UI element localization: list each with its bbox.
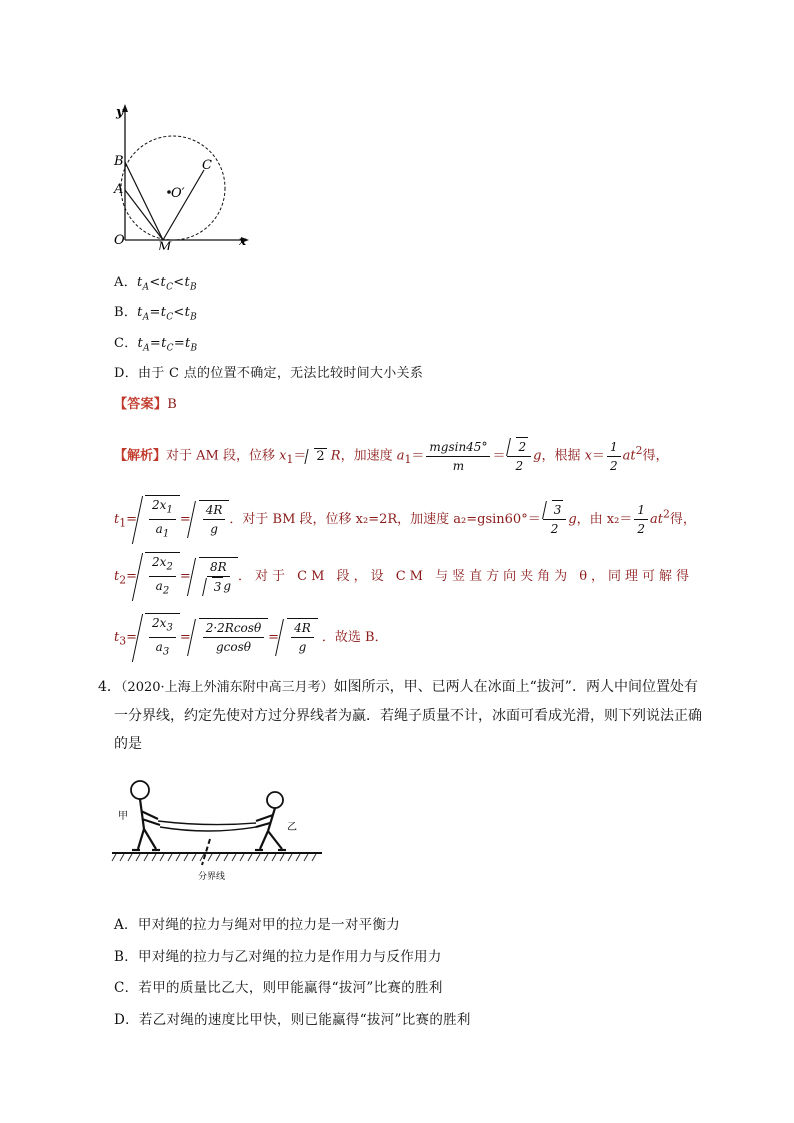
label-yi: 乙 bbox=[287, 822, 297, 833]
label-y: y bbox=[116, 105, 124, 120]
explanation-line-3: $t_2=$ $\frac{2x_2}{a_2}$ = $\frac{8R}{3 g}$ ．对于 CM 段，设 CM 与竖直方向夹角为 θ，同理可解得 bbox=[114, 552, 693, 601]
question-4: 4．（2020·上海上外浦东附中高三月考）如图所示，甲、已两人在冰面上“拔河”．两人中间位置处有 一分界线，约定先使对方过分界线者为赢．若绳子质量不计，冰面可看成光滑，则下列说法正确 的是 bbox=[98, 679, 702, 752]
ground-hatching bbox=[112, 854, 316, 861]
label-o-prime: O′ bbox=[171, 186, 185, 201]
explanation-tag: 【解析】 bbox=[114, 448, 167, 464]
label-boundary: 分界线 bbox=[198, 872, 226, 882]
explanation-line-4: $t_3=$ $\frac{2x_3}{a_3}$ = $\frac{2\cdot 2Rcos\theta}{gcos\theta}$ = $\frac{4R}{g}$ ．故选 B． bbox=[114, 613, 388, 662]
geometry-diagram bbox=[105, 100, 255, 250]
answer-tag: 【答案】 bbox=[114, 397, 168, 412]
explanation-line-2: $t_1=$ $\frac{2x_1}{a_1}$ = $\frac{4R}{g}$ ．对于 BM 段，位移 x₂=2R，加速度 a₂=gsin60°＝ $\frac{3}{2}$ g，由 x₂＝ $\frac{1}{2}$ $at^2$得， bbox=[114, 495, 696, 544]
explanation-line-1: 【解析】对于 AM 段，位移 $x_1= 2$ R，加速度 $a_1=$ $\frac{mgsin45^\circ}{m}$ ＝ $\frac{2}{2}$ g，根据 x＝ $\frac{1}{2}$ $at^2$得， bbox=[114, 437, 668, 475]
answer-line bbox=[114, 393, 177, 412]
tug-of-war-diagram bbox=[110, 775, 330, 885]
left-person-figure bbox=[131, 781, 160, 850]
option-d: D．由于 C 点的位置不确定，无法比较时间大小关系 bbox=[114, 366, 424, 381]
q4-option-c: C．若甲的质量比乙大，则甲能赢得“拔河”比赛的胜利 bbox=[114, 980, 443, 996]
rope-bottom bbox=[160, 827, 256, 831]
segment-am bbox=[125, 190, 163, 240]
label-a: A bbox=[114, 182, 124, 197]
rope-top bbox=[158, 821, 256, 825]
question-source: （2020·上海上外浦东附中高三月考） bbox=[120, 680, 334, 695]
question-number: 4． bbox=[98, 679, 121, 695]
label-c: C bbox=[202, 158, 212, 173]
option-c: C．$t_A=t_C=t_B$ bbox=[114, 336, 198, 354]
q4-option-a: A．甲对绳的拉力与绳对甲的拉力是一对平衡力 bbox=[114, 917, 401, 933]
segment-cm bbox=[163, 170, 204, 240]
label-o: O bbox=[114, 233, 125, 248]
label-b: B bbox=[114, 154, 124, 169]
q4-option-d: D．若乙对绳的速度比甲快，则已能赢得“拔河”比赛的胜利 bbox=[114, 1012, 471, 1028]
option-b: B．$t_A=t_C<t_B$ bbox=[114, 305, 198, 323]
answer-value: B bbox=[167, 397, 178, 412]
option-a: A．$t_A<t_C<t_B$ bbox=[114, 275, 197, 293]
q4-option-b: B．甲对绳的拉力与乙对绳的拉力是作用力与反作用力 bbox=[114, 949, 442, 965]
segment-bm bbox=[125, 162, 163, 240]
label-x: x bbox=[239, 234, 247, 248]
label-jia: 甲 bbox=[118, 811, 128, 822]
label-m: M bbox=[158, 240, 172, 250]
right-person-figure bbox=[255, 792, 286, 850]
